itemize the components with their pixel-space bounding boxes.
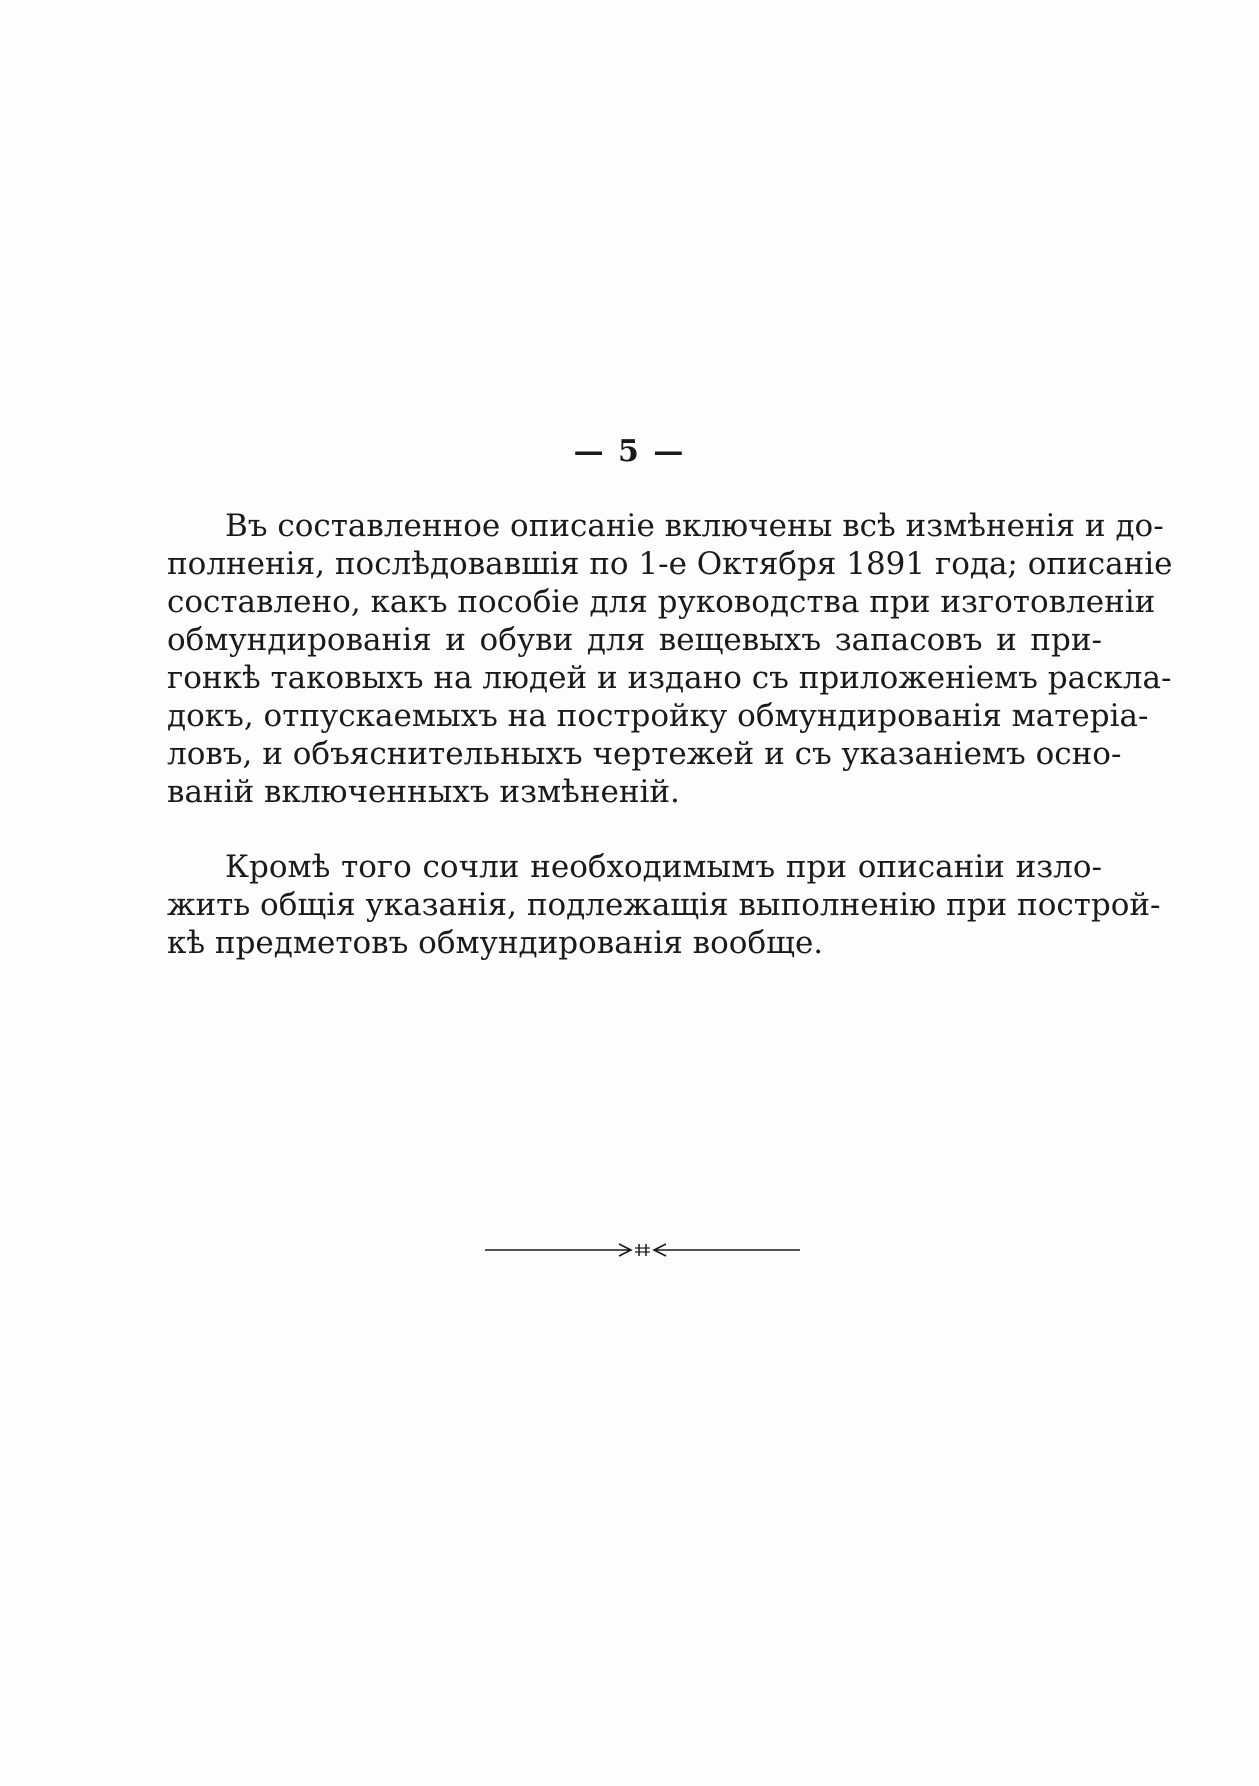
- paragraph-1: [167, 507, 1173, 811]
- paragraph-1-line-1: [167, 507, 1164, 545]
- paragraph-2-line-2: жить общія указанія, подлежащія выполненію при построй-: [167, 887, 1161, 923]
- paragraph-1-line-8: ваній включенныхъ измѣненій.: [167, 774, 680, 810]
- paragraph-2-line-3: кѣ предметовъ обмундированія вообще.: [167, 925, 824, 961]
- paragraph-1-line-5: гонкѣ таковыхъ на людей и издано съ приложеніемъ раскла-: [167, 660, 1172, 696]
- divider-ornament-icon: [485, 1240, 800, 1260]
- paragraph-1-line-3: составлено, какъ пособіе для руководства при изготовленіи: [167, 584, 1156, 620]
- page-number: — 5 —: [573, 434, 686, 469]
- paragraph-2: [167, 848, 1161, 962]
- paragraph-1-line-7: ловъ, и объяснительныхъ чертежей и съ указаніемъ осно-: [167, 736, 1122, 772]
- paragraph-1-line-4: обмундированія и обуви для вещевыхъ запасовъ и при-: [167, 622, 1102, 658]
- paragraph-2-line-1-text: Кромѣ того сочли необходимымъ при описаніи изло-: [225, 849, 1102, 885]
- paragraph-2-line-1: [167, 848, 1102, 886]
- paragraph-1-line-6: докъ, отпускаемыхъ на постройку обмундированія матеріа-: [167, 698, 1149, 734]
- paragraph-1-line-2: полненія, послѣдовавшія по 1-е Октября 1891 года; описаніе: [167, 546, 1173, 582]
- paragraph-1-line-1-text: Въ составленное описаніе включены всѣ измѣненія и до-: [225, 508, 1164, 544]
